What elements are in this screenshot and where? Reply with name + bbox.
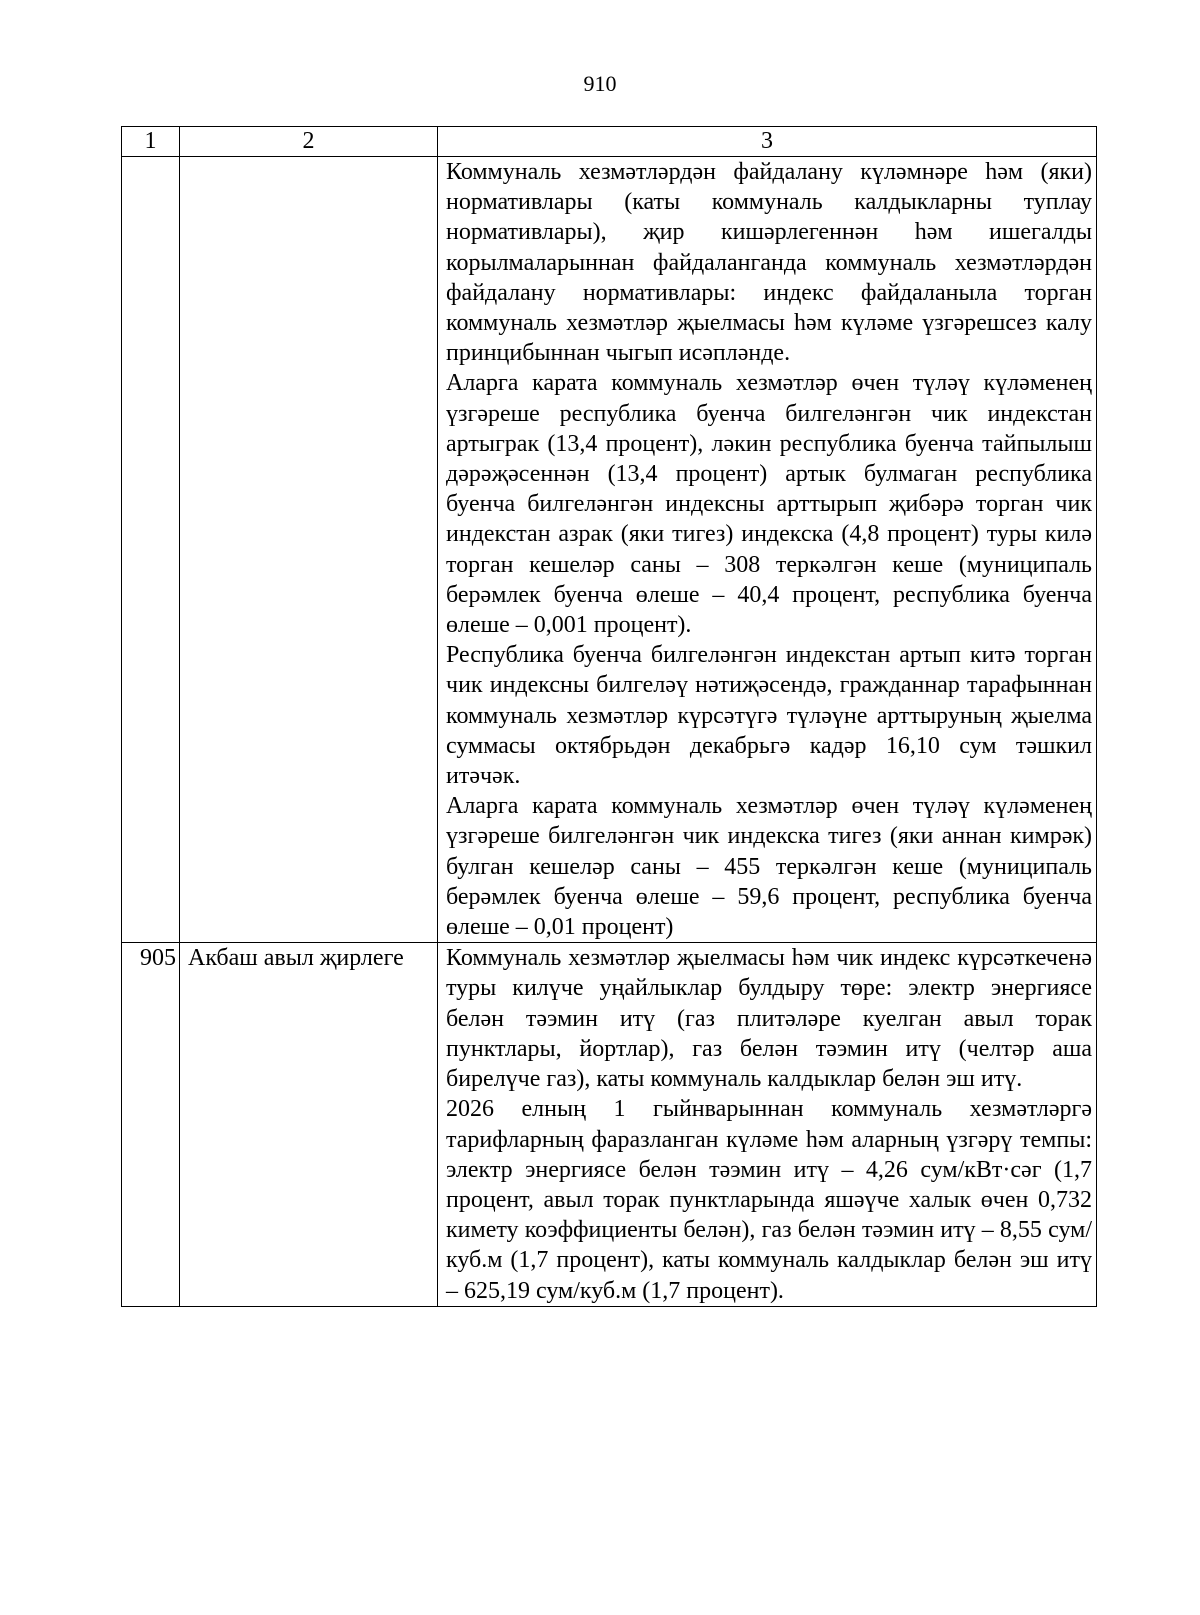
paragraph: Коммуналь хезмәтләр җыелмасы һәм чик индекс күрсәткеченә туры килүче уңайлыклар булдыру төре: электр энергиясе белән тәэмин итү (газ плитәләре куелган авыл торак пунктлары, йортлар), газ белән тәэмин итү (челтәр аша бирелүче газ), каты коммуналь калдыклар белән эш итү. [446,945,1092,1093]
document-table [121,126,1097,1307]
paragraph: 2026 елның 1 гыйнварыннан коммуналь хезмәтләргә тарифларның фаразланган күләме һәм аларның үзгәрү темпы: электр энергиясе белән тәэмин итү – 4,26 сум/кВт·сәг (1,7 процент, авыл торак пунктларында яшәүче халык өчен 0,732 кимету коэффициенты белән), газ белән тәэмин итү – 8,55 сум/куб.м (1,7 процент), каты коммуналь калдыклар белән эш итү – 625,19 сум/куб.м (1,7 процент). [446,1096,1092,1304]
row-name-cell [180,157,438,943]
table-header-row [122,127,1097,157]
paragraph: Аларга карата коммуналь хезмәтләр өчен түләү күләменең үзгәреше билгеләнгән чик индекска тигез (яки аннан кимрәк) булган кешеләр саны – 455 теркәлгән кеше (муниципаль берәмлек буенча өлеше – 59,6 процент, республика буенча өлеше – 0,01 процент) [446,793,1092,941]
column-header-1: 1 [122,127,180,157]
column-header-3: 3 [438,127,1097,157]
paragraph: Республика буенча билгеләнгән индекстан артып китә торган чик индексны билгеләү нәтиҗәсендә, гражданнар тарафыннан коммуналь хезмәтләр күрсәтүгә түләүне арттыруның җыелма суммасы октябрьдән декабрьгә кадәр 16,10 сум тәшкил итәчәк. [446,642,1092,790]
paragraph: Аларга карата коммуналь хезмәтләр өчен түләү күләменең үзгәреше республика буенча билгеләнгән чик индекстан артыграк (13,4 процент), ләкин республика буенча тайпылыш дәрәҗәсеннән (13,4 процент) артык булмаган республика буенча билгеләнгән индексны арттырып җибәрә торган чик индекстан азрак (яки тигез) индекска (4,8 процент) туры килә торган кешеләр саны – 308 теркәлгән кеше (муниципаль берәмлек буенча өлеше – 40,4 процент, республика буенча өлеше – 0,001 процент). [446,370,1092,639]
paragraph: Коммуналь хезмәтләрдән файдалану күләмнәре һәм (яки) нормативлары (каты коммуналь калдыкларны туплау нормативлары), җир кишәрлегеннән һәм ишегалды корылмаларыннан файдаланганда коммуналь хезмәтләрдән файдалану нормативлары: индекс файдаланыла торган коммуналь хезмәтләр җыелмасы һәм күләме үзгәрешсез калу принцибыннан чыгып исәпләнде. [446,159,1092,367]
page-number: 910 [583,71,617,96]
column-header-2: 2 [180,127,438,157]
row-name-cell: Акбаш авыл җирлеге [180,943,438,1306]
table-row [122,157,1097,943]
row-number-cell: 905 [122,943,180,1306]
row-text-cell [438,943,1097,1306]
table-row [122,943,1097,1306]
row-text-cell [438,157,1097,943]
row-number-cell [122,157,180,943]
